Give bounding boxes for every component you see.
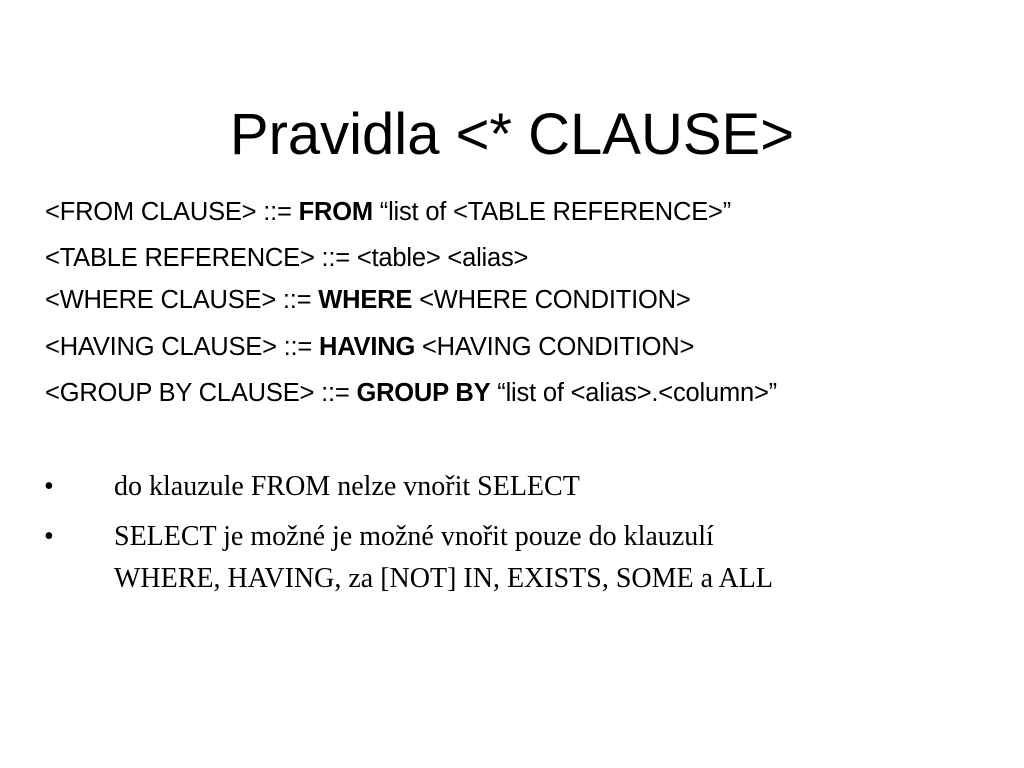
rule-from-clause	[45, 194, 731, 230]
rule-rhs: <HAVING CONDITION>	[415, 333, 695, 361]
rule-rhs: <WHERE CONDITION>	[412, 286, 691, 314]
bullet-marker: •	[44, 521, 54, 552]
rule-having-clause	[45, 329, 694, 365]
bullet-text	[114, 466, 994, 508]
bullet-line: do klauzule FROM nelze vnořit SELECT	[114, 471, 580, 502]
rule-lhs: <HAVING CLAUSE> ::=	[45, 333, 320, 361]
rule-lhs: <GROUP BY CLAUSE> ::=	[45, 379, 357, 407]
bullet-marker: •	[44, 471, 54, 502]
bullet-line: WHERE, HAVING, za [NOT] IN, EXISTS, SOME a ALL	[114, 563, 773, 594]
rule-keyword: FROM	[298, 198, 373, 226]
rule-lhs: <FROM CLAUSE> ::=	[45, 198, 299, 226]
rule-rhs: “list of <TABLE REFERENCE>”	[372, 198, 731, 226]
rule-rhs: “list of <alias>.<column>”	[490, 379, 777, 407]
rule-keyword: WHERE	[318, 286, 413, 314]
rule-lhs: <TABLE REFERENCE> ::= <table> <alias>	[45, 244, 529, 272]
slide-title: Pravidla <* CLAUSE>	[229, 102, 795, 167]
bullet-line: SELECT je možné je možné vnořit pouze do klauzulí	[114, 521, 714, 552]
rule-table-reference	[45, 240, 528, 276]
rule-keyword: HAVING	[319, 333, 416, 361]
rule-lhs: <WHERE CLAUSE> ::=	[45, 286, 319, 314]
bullet-text	[114, 516, 994, 600]
rule-where-clause	[45, 282, 691, 318]
rule-keyword: GROUP BY	[356, 379, 491, 407]
rule-group-by-clause	[45, 375, 777, 411]
